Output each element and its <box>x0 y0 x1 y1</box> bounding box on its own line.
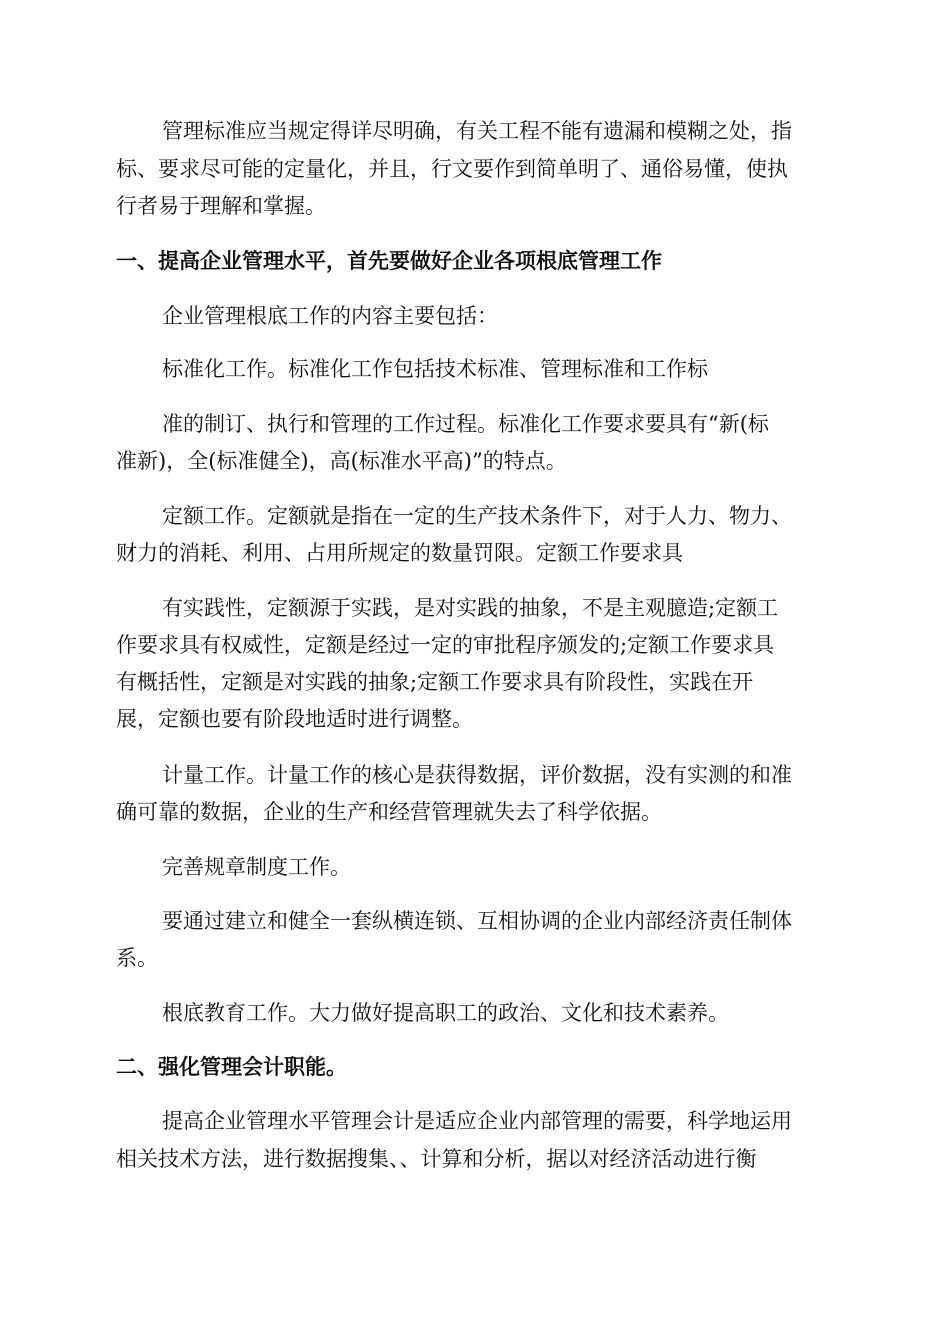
paragraph-line: 管理标准应当规定得详尽明确，有关工程不能有遗漏和模糊之处，指 <box>162 119 792 143</box>
paragraph-line: 准新)，全(标准健全)，高(标准水平高)”的特点。 <box>116 449 567 473</box>
paragraph-line: 准的制订、执行和管理的工作过程。标准化工作要求要具有“新(标 <box>162 412 769 436</box>
paragraph-line: 作要求具有权威性，定额是经过一定的审批程序颁发的;定额工作要求具 <box>116 633 775 657</box>
paragraph-line: 确可靠的数据，企业的生产和经营管理就失去了科学依据。 <box>116 800 662 824</box>
paragraph-line: 有概括性，定额是对实践的抽象;定额工作要求具有阶段性，实践在开 <box>116 670 754 694</box>
paragraph-line: 系。 <box>116 946 158 970</box>
section-heading: 一、提高企业管理水平，首先要做好企业各项根底管理工作 <box>116 249 662 273</box>
paragraph-line: 相关技术方法，进行数据搜集、、计算和分析，据以对经济活动进行衡 <box>116 1147 757 1171</box>
paragraph-line: 有实践性，定额源于实践，是对实践的抽象，不是主观臆造;定额工 <box>162 596 779 620</box>
paragraph-line: 行者易于理解和掌握。 <box>116 194 326 218</box>
paragraph-line: 财力的消耗、利用、占用所规定的数量罚限。定额工作要求具 <box>116 541 683 565</box>
paragraph-line: 根底教育工作。大力做好提高职工的政治、文化和技术素养。 <box>162 1001 729 1025</box>
paragraph-line: 标、要求尽可能的定量化，并且，行文要作到简单明了、通俗易懂，使执 <box>116 157 788 181</box>
paragraph-line: 提高企业管理水平管理会计是适应企业内部管理的需要，科学地运用 <box>162 1109 792 1133</box>
paragraph-line: 完善规章制度工作。 <box>162 855 351 879</box>
paragraph-line: 企业管理根底工作的内容主要包括： <box>162 304 498 328</box>
paragraph-line: 标准化工作。标准化工作包括技术标准、管理标准和工作标 <box>162 357 708 381</box>
paragraph-line: 定额工作。定额就是指在一定的生产技术条件下，对于人力、物力、 <box>162 504 792 528</box>
paragraph-line: 计量工作。计量工作的核心是获得数据，评价数据，没有实测的和准 <box>162 763 792 787</box>
paragraph-line: 要通过建立和健全一套纵横连锁、互相协调的企业内部经济责任制体 <box>162 909 792 933</box>
paragraph-line: 展，定额也要有阶段地适时进行调整。 <box>116 707 473 731</box>
section-heading: 二、强化管理会计职能。 <box>116 1055 347 1079</box>
